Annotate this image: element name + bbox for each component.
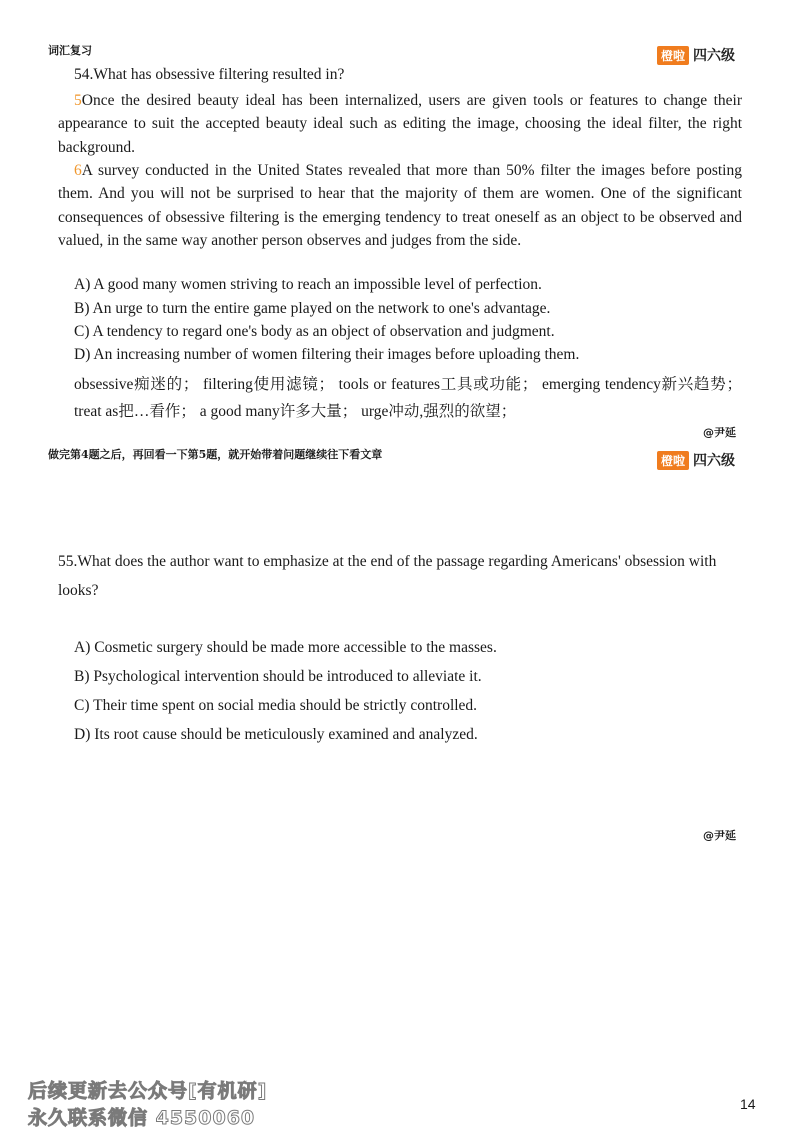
- paragraph-number: 5: [74, 92, 82, 109]
- brand-badge: 橙啦: [657, 451, 689, 470]
- paragraph-5: [58, 89, 742, 159]
- brand-logo: [657, 45, 735, 65]
- paragraph-number: 6: [74, 162, 82, 179]
- section-label: 词汇复习: [48, 44, 92, 57]
- option-d: D) An increasing number of women filtering their images before uploading them.: [74, 346, 580, 363]
- option-d: D) Its root cause should be meticulously examined and analyzed.: [74, 726, 478, 743]
- option-a: A) Cosmetic surgery should be made more accessible to the masses.: [74, 639, 497, 656]
- option-c: C) A tendency to regard one's body as an object of observation and judgment.: [74, 323, 555, 340]
- brand-badge: 橙啦: [657, 46, 689, 65]
- author-credit: @尹延: [703, 829, 736, 842]
- paragraph-6: [58, 159, 742, 253]
- vocabulary-notes: obsessive痴迷的； filtering使用滤镜； tools or features工具或功能； emerging tendency新兴趋势； treat as把…看作； a good many许多大量； urge冲动,强烈的欲望；: [74, 376, 742, 420]
- brand-level: 四六级: [693, 48, 736, 64]
- paragraph-text: A survey conducted in the United States revealed that more than 50% filter the images before posting them. And you will not be surprised to hear that the majority of them are women. One of the significant consequences of obsessive filtering is the emerging tendency to treat oneself as an object to be observed and valued, in the same way another person observes and judges from the side.: [58, 162, 742, 250]
- author-credit: @尹延: [703, 426, 736, 439]
- brand-logo: [657, 450, 735, 470]
- page-number: 14: [740, 1096, 756, 1112]
- question-54: 54.What has obsessive filtering resulted in?: [74, 66, 345, 83]
- option-c: C) Their time spent on social media should be strictly controlled.: [74, 697, 478, 714]
- paragraph-text: Once the desired beauty ideal has been internalized, users are given tools or features to change their appearance to suit the accepted beauty ideal such as editing the image, choosing the ideal filter, the right background.: [58, 92, 742, 156]
- brand-level: 四六级: [693, 453, 736, 469]
- option-a: A) A good many women striving to reach an impossible level of perfection.: [74, 276, 542, 293]
- watermark-line-1: 后续更新去公众号[有机研]: [28, 1080, 268, 1102]
- option-b: B) Psychological intervention should be introduced to alleviate it.: [74, 668, 482, 685]
- question-55: 55.What does the author want to emphasize at the end of the passage regarding Americans' obsession with looks?: [58, 553, 717, 599]
- watermark-line-2: 永久联系微信 4550060: [28, 1107, 256, 1129]
- reading-note: 做完第4题之后，再回看一下第5题，就开始带着问题继续往下看文章: [48, 448, 383, 461]
- option-b: B) An urge to turn the entire game played on the network to one's advantage.: [74, 300, 551, 317]
